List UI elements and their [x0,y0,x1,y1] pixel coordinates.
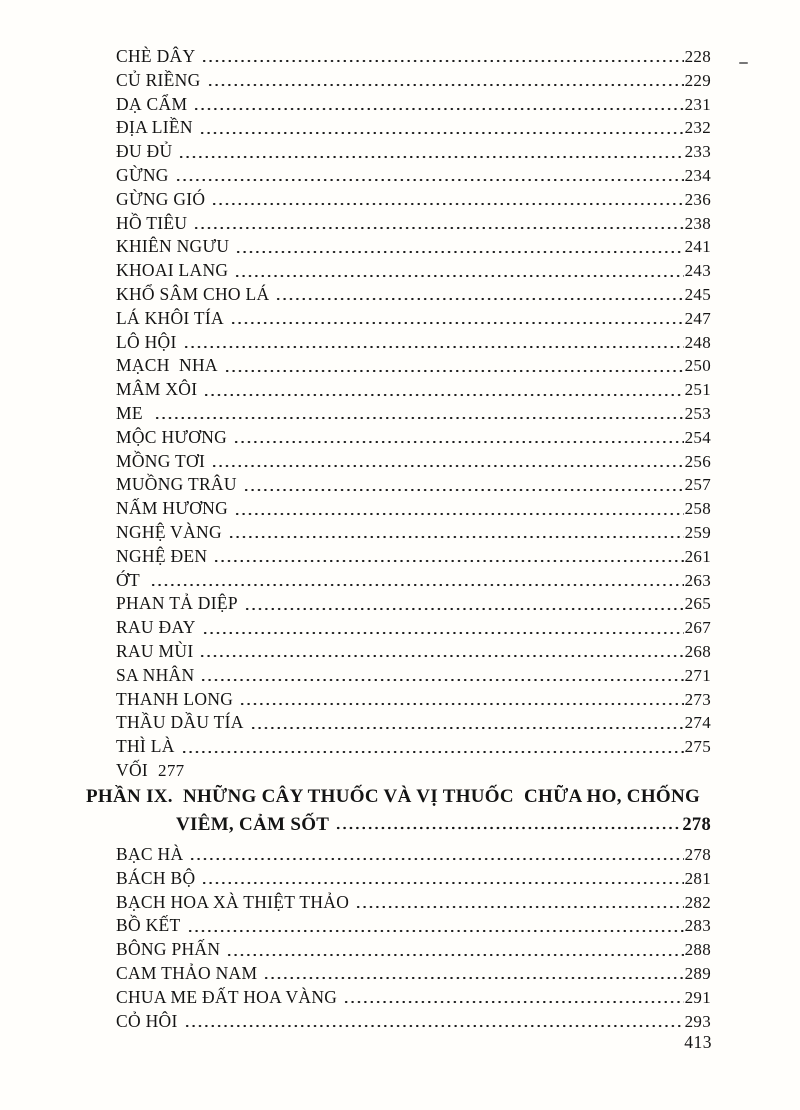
dotted-leader [201,46,683,70]
toc-entry [116,141,711,165]
toc-entry-label: MỘC HƯƠNG [116,426,228,447]
dotted-leader [184,1011,684,1035]
toc-entry-page: 251 [684,380,711,400]
toc-entry-label: KHOAI LANG [116,260,229,281]
toc-entry-label: ĐU ĐỦ [116,141,173,162]
toc-entry [116,963,711,987]
dotted-leader [275,284,683,308]
toc-entry-page: 248 [684,332,711,352]
dotted-leader [201,868,683,892]
toc-entry-page: 271 [684,665,711,685]
toc-entry-label: CHÈ DÂY [116,46,196,66]
dotted-leader [202,617,684,641]
toc-entry-label: GỪNG GIÓ [116,188,206,209]
toc-entry-page: 231 [684,94,711,114]
toc-entry [116,570,711,594]
dotted-leader [263,963,683,987]
toc-entry-page: 267 [684,618,711,638]
section-heading [86,785,711,837]
toc-entry [116,94,711,118]
toc-entry [116,46,711,70]
toc-entry-label: MUỒNG TRÂU [116,474,237,495]
toc-entry-page: 256 [684,451,711,471]
toc-entry [116,522,711,546]
toc-entry [116,213,711,237]
toc-entry [116,451,711,475]
toc-entry-label: DẠ CẨM [116,93,188,114]
toc-entry-page: 247 [684,308,711,328]
toc-entry-label: KHIÊN NGƯU [116,236,230,257]
toc-entry-label: RAU ĐAY [116,617,196,638]
dotted-leader [183,332,684,356]
section-heading-line2-label: VIÊM, CẢM SỐT [176,814,330,835]
dotted-leader [203,379,683,403]
toc-entry [116,498,711,522]
toc-entry [116,844,711,868]
toc-entry-label: HỒ TIÊU [116,212,188,233]
toc-entry [116,70,711,94]
dotted-leader [343,987,683,1011]
toc-entry-label: CAM THẢO NAM [116,962,258,983]
toc-entry-page: 228 [684,47,711,66]
toc-entry-label: CỎ HÔI [116,1010,178,1031]
toc-entry [116,189,711,213]
toc-entry [116,379,711,403]
toc-entry [116,260,711,284]
toc-entry-page: 257 [684,475,711,495]
toc-entry-page: 278 [684,845,711,864]
toc-entry [116,987,711,1011]
toc-entry [116,689,711,713]
dotted-leader [193,94,683,118]
toc-entry-label: NGHỆ VÀNG [116,521,222,542]
toc-entry-page: 234 [684,165,711,185]
dotted-leader [213,546,683,570]
toc-entry-label: THANH LONG [116,688,234,709]
dotted-leader [226,939,683,963]
toc-entry [116,427,711,451]
toc-entry-page: 277 [158,760,185,780]
toc-entry-label: RAU MÙI [116,640,194,661]
toc-entry [116,165,711,189]
dotted-leader [250,712,684,736]
toc-entry-page: 275 [684,737,711,757]
dotted-leader [187,915,684,939]
toc-entry-page: 268 [684,641,711,661]
toc-entry-label: MẠCH NHA [116,355,218,376]
toc-entry-page: 288 [684,940,711,960]
toc-entry-page: 243 [684,261,711,281]
toc-entry-page: 232 [684,118,711,138]
toc-entry [116,1011,711,1035]
toc-entry-label: NGHỆ ĐEN [116,545,208,566]
dotted-leader [355,892,683,916]
toc-entry [116,760,711,784]
toc-entry-label: THẦU DẦU TÍA [116,712,244,733]
toc-entry-label: CHUA ME ĐẤT HOA VÀNG [116,986,338,1007]
toc-entry-page: 238 [684,213,711,233]
toc-entry-label: VỐI [116,759,149,780]
dotted-leader [235,236,683,260]
toc-entry [116,617,711,641]
toc-entry-label: CỦ RIỀNG [116,69,201,90]
section-heading-line1: PHẦN IX. NHỮNG CÂY THUỐC VÀ VỊ THUỐC CHỮA HO, CHỐNG [86,786,701,807]
toc-entry-label: NẤM HƯƠNG [116,498,229,519]
toc-entry-label: BÔNG PHẤN [116,939,221,960]
toc-entry [116,236,711,260]
toc-entry [116,939,711,963]
toc-entry-page: 233 [684,142,711,162]
toc-entry-page: 291 [684,987,711,1007]
section-heading-page: 278 [682,815,711,835]
dotted-leader [189,844,683,868]
toc-entry-page: 282 [684,892,711,912]
toc-entry-page: 273 [684,689,711,709]
toc-entry-page: 274 [684,713,711,733]
section-heading-line2 [176,813,711,837]
dotted-leader [239,689,683,713]
toc-entry-label: BÁCH BỘ [116,867,196,888]
toc-entry-label: GỪNG [116,164,169,185]
toc-entry-page: 250 [684,356,711,376]
toc-entry-label: MỒNG TƠI [116,450,206,471]
toc-entry-label: LÔ HỘI [116,331,177,352]
toc-entry-label: BỒ KẾT [116,915,181,936]
toc-entry-page: 258 [684,499,711,519]
toc-entry-page: 265 [684,594,711,614]
toc-entry-label: SA NHÂN [116,664,195,685]
toc-entry-label: BẠCH HOA XÀ THIỆT THẢO [116,891,350,912]
toc-entry-page: 261 [684,546,711,566]
toc-entry [116,868,711,892]
toc-entry-page: 254 [684,427,711,447]
dotted-leader [211,451,684,475]
dotted-leader [175,165,684,189]
dotted-leader [230,308,684,332]
dotted-leader [233,427,684,451]
toc-entry [116,665,711,689]
dotted-leader [150,570,683,594]
toc-entry-page: 229 [684,70,711,90]
toc-entry [116,915,711,939]
page-number: 413 [684,1032,712,1052]
dotted-leader [224,355,684,379]
toc-entry-label: KHỔ SÂM CHO LÁ [116,283,270,304]
dotted-leader [234,260,683,284]
toc-entry-label: THÌ LÀ [116,736,175,757]
dotted-leader [207,70,684,94]
toc-entry-label: ME [116,402,148,423]
toc-entry [116,308,711,332]
toc-entry-page: 253 [684,403,711,423]
toc-entry-page: 283 [684,916,711,936]
toc-entry-page: 259 [684,522,711,542]
toc-entry [116,546,711,570]
toc-entry-page: 245 [684,284,711,304]
toc-entry [116,474,711,498]
dotted-leader [211,189,683,213]
toc-entry [116,593,711,617]
toc-entry-label: ỚT [116,569,145,590]
dotted-leader [199,117,684,141]
toc-entry [116,117,711,141]
toc-entry-page: 263 [684,570,711,590]
toc-entry [116,892,711,916]
toc-entry [116,284,711,308]
dotted-leader [178,141,683,165]
toc-entry-label: BẠC HÀ [116,844,184,864]
dotted-leader [335,813,681,837]
toc-entry-page: 293 [684,1011,711,1031]
toc-entry-page: 241 [684,237,711,257]
toc-entry-label: ĐỊA LIỀN [116,117,193,138]
toc-entry-label: LÁ KHÔI TÍA [116,307,224,328]
toc-entry [116,403,711,427]
toc-entry [116,736,711,760]
dotted-leader [244,593,684,617]
toc-entry [116,712,711,736]
toc-entry-label: MÂM XÔI [116,379,198,400]
toc-entry-label: PHAN TẢ DIỆP [116,593,238,614]
dotted-leader [200,665,683,689]
dotted-leader [199,641,683,665]
dotted-leader [154,403,684,427]
toc-entry [116,355,711,379]
dotted-leader [243,474,684,498]
toc-list-part2 [116,844,711,1034]
dotted-leader [193,213,683,237]
toc-entry [116,332,711,356]
toc-entry [116,641,711,665]
toc-entry-page: 281 [684,868,711,888]
dotted-leader [228,522,684,546]
dotted-leader [234,498,684,522]
toc-list-part1 [116,46,711,784]
scan-artifact [739,62,748,64]
toc-entry-page: 289 [684,963,711,983]
dotted-leader [181,736,684,760]
toc-entry-page: 236 [684,189,711,209]
